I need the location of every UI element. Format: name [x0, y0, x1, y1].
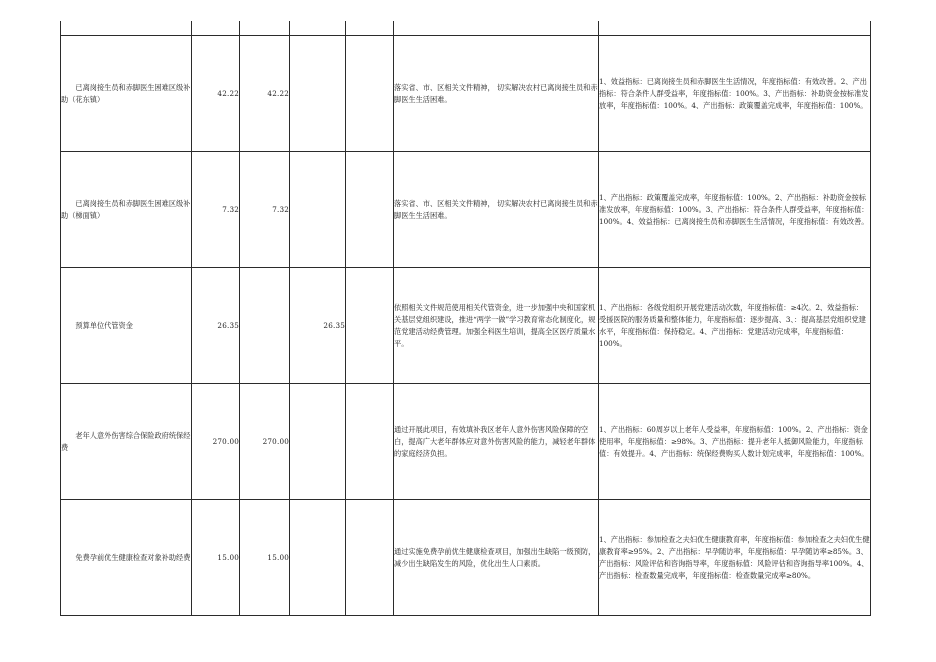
table-cell	[240, 21, 290, 36]
total-amount-cell[interactable]: 15.00	[192, 500, 240, 616]
extra-amount-cell[interactable]	[346, 152, 394, 268]
fiscal-amount-cell[interactable]	[240, 268, 290, 384]
table-cell	[61, 21, 192, 36]
project-description-cell[interactable]: 通过实施免费孕前优生健康检查项目，加强出生缺陷一级预防，减少出生缺陷发生的风险，优化出生人口素质。	[394, 500, 599, 616]
total-amount-cell[interactable]: 7.32	[192, 152, 240, 268]
table-cell	[394, 21, 599, 36]
fiscal-amount-cell[interactable]: 270.00	[240, 384, 290, 500]
project-name: 老年人意外伤害综合保险政府统保经费	[61, 430, 191, 452]
extra-amount-cell[interactable]	[346, 268, 394, 384]
other-amount-cell[interactable]	[290, 384, 346, 500]
table-cell	[192, 21, 240, 36]
project-name-cell[interactable]	[61, 268, 192, 384]
table-cell	[599, 21, 871, 36]
extra-amount-cell[interactable]	[346, 384, 394, 500]
total-amount-cell[interactable]: 42.22	[192, 36, 240, 152]
total-amount-cell[interactable]: 270.00	[192, 384, 240, 500]
fiscal-amount-cell[interactable]: 15.00	[240, 500, 290, 616]
fiscal-amount-cell[interactable]: 42.22	[240, 36, 290, 152]
other-amount-cell[interactable]	[290, 152, 346, 268]
table-row[interactable]	[61, 268, 871, 384]
table-row[interactable]	[61, 36, 871, 152]
project-name-cell[interactable]	[61, 152, 192, 268]
performance-indicator-cell[interactable]: 1、产出指标：60周岁以上老年人受益率，年度指标值：100%。2、产出指标：资金使用率，年度指标值：≥98%。3、产出指标：提升老年人抵御风险能力，年度指标值：有效提升。4、产出指标：统保经费购买人数计划完成率，年度指标值：100%。	[599, 384, 871, 500]
table-cell	[346, 21, 394, 36]
table-row[interactable]	[61, 152, 871, 268]
total-amount-cell[interactable]: 26.35	[192, 268, 240, 384]
performance-indicator-cell[interactable]: 1、产出指标：政策覆盖完成率，年度指标值：100%。2、产出指标：补助资金按标准发放率，年度指标值：100%。3、产出指标：符合条件人群受益率，年度指标值：100%。4、效益指标：已离岗接生员和赤脚医生生活情况，年度指标值：有效改善。	[599, 152, 871, 268]
project-description-cell[interactable]: 落实省、市、区相关文件精神， 切实解决农村已离岗接生员和赤脚医生生活困难。	[394, 152, 599, 268]
table-row[interactable]	[61, 500, 871, 616]
extra-amount-cell[interactable]	[346, 500, 394, 616]
project-description-cell[interactable]: 通过开展此项目，有效填补我区老年人意外伤害风险保障的空白，提高广大老年群体应对意外伤害风险的能力，减轻老年群体的家庭经济负担。	[394, 384, 599, 500]
project-name: 预算单位代管资金	[75, 320, 133, 330]
other-amount-cell[interactable]	[290, 36, 346, 152]
table-row-top-partial	[61, 21, 871, 36]
project-name: 已离岗接生员和赤脚医生困难区级补助（花东镇）	[61, 82, 191, 104]
performance-indicator-cell[interactable]: 1、产出指标：参加检查之夫妇优生健康教育率，年度指标值：参加检查之夫妇优生健康教育率≥95%。2、产出指标：早孕随访率，年度指标值：早孕随访率≥85%。3、产出指标：风险评估和咨询指导率，年度指标值：风险评估和咨询指导率100%。4、产出指标：检查数量完成率，年度指标值：检查数量完成率≥80%。	[599, 500, 871, 616]
project-name-cell[interactable]	[61, 36, 192, 152]
project-name: 已离岗接生员和赤脚医生困难区级补助（梯面镇）	[61, 198, 191, 220]
other-amount-cell[interactable]	[290, 500, 346, 616]
table-row[interactable]	[61, 384, 871, 500]
project-name-cell[interactable]	[61, 384, 192, 500]
table-cell	[290, 21, 346, 36]
project-name: 免费孕前优生健康检查对象补助经费	[75, 552, 191, 562]
budget-table	[60, 21, 871, 616]
extra-amount-cell[interactable]	[346, 36, 394, 152]
fiscal-amount-cell[interactable]: 7.32	[240, 152, 290, 268]
performance-indicator-cell[interactable]: 1、产出指标：各级党组织开展党建活动次数，年度指标值：≥4次。2、效益指标：受援医院的服务质量和整体能力，年度指标值：逐步提高、3、：提高基层党组织党建水平，年度指标值：保持稳定。4、产出指标：党建活动完成率，年度指标值：100%。	[599, 268, 871, 384]
project-description-cell[interactable]: 落实省、市、区相关文件精神， 切实解决农村已离岗接生员和赤脚医生生活困难。	[394, 36, 599, 152]
performance-indicator-cell[interactable]: 1、效益指标：已离岗接生员和赤脚医生生活情况，年度指标值：有效改善。2、产出指标：符合条件人群受益率，年度指标值：100%。3、产出指标：补助资金按标准发放率，年度指标值：100%。4、产出指标：政策覆盖完成率，年度指标值：100%。	[599, 36, 871, 152]
project-name-cell[interactable]	[61, 500, 192, 616]
other-amount-cell[interactable]: 26.35	[290, 268, 346, 384]
project-description-cell[interactable]: 依照相关文件规范使用相关代管资金，进一步加强中央和国家机关基层党组织建设，推进“两学一做”学习教育常态化制度化，规范党建活动经费管理。加强全科医生培训，提高全区医疗质量水平。	[394, 268, 599, 384]
